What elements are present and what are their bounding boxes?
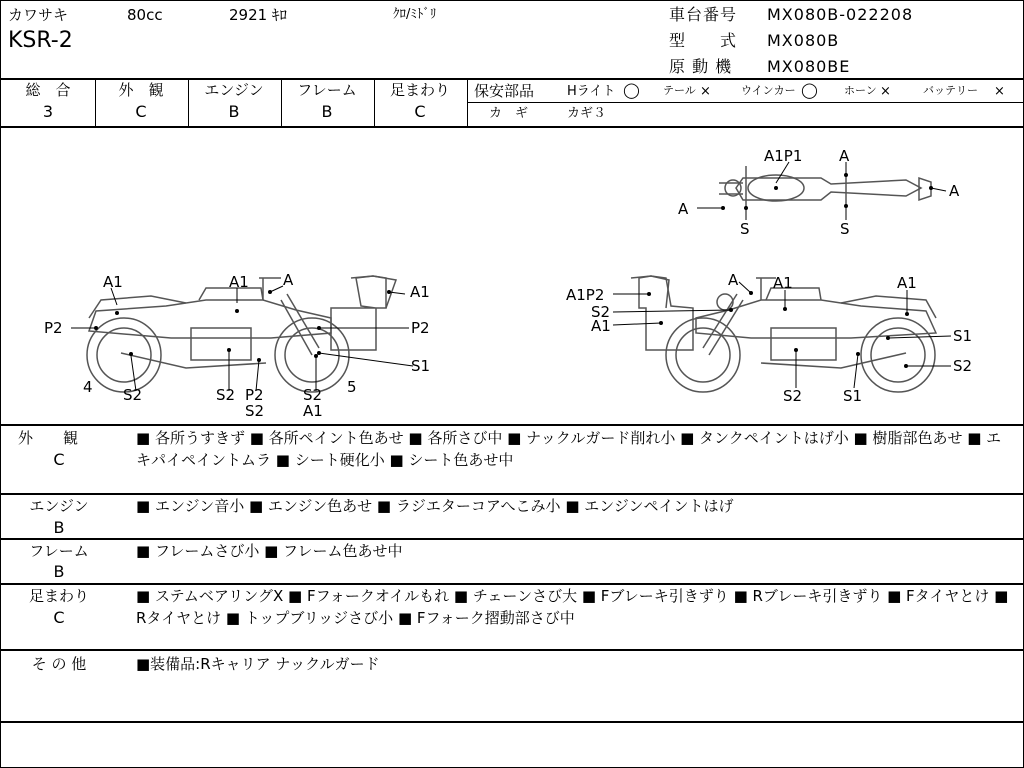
damage-label: S2 — [216, 386, 236, 404]
damage-label: P2 — [44, 319, 63, 337]
top-view-bike-icon — [719, 166, 931, 210]
displacement: 80cc — [127, 6, 163, 24]
engine-model-label: 原 動 機 — [669, 57, 733, 76]
damage-label: A1 — [897, 274, 917, 292]
type-label: 型 式 — [669, 31, 738, 50]
color: ｸﾛ/ﾐﾄﾞﾘ — [393, 7, 437, 22]
frame-number-label: 車台番号 — [669, 5, 738, 24]
safety-item-mark: × — [994, 84, 1005, 99]
exterior-section-label: 外 観 — [17, 429, 78, 447]
safety-item-mark: ◯ — [623, 81, 640, 99]
damage-label: S2 — [591, 303, 611, 321]
damage-label: A1 — [103, 273, 123, 291]
frame-grade: B — [321, 102, 333, 121]
frame-section-grade: B — [53, 562, 65, 581]
damage-label: A1 — [410, 283, 430, 301]
motorcycle-diagram — [1, 128, 1024, 424]
suspension-grade: C — [414, 102, 426, 121]
exterior-section-grade: C — [53, 450, 65, 469]
frame-number: MX080B-022208 — [767, 5, 914, 24]
exterior-notes: ■ 各所うすきず ■ 各所ペイント色あせ ■ 各所さび中 ■ ナックルガード削れ小 ■ タンクペイントはげ小 ■ 樹脂部色あせ ■ エキパイペイントムラ ■ シート硬化小 ■ シート色あせ中 — [136, 429, 1002, 469]
damage-label: A — [283, 271, 294, 289]
damage-label: A1P2 — [566, 286, 605, 304]
damage-label: S — [740, 220, 750, 238]
key-value: カギ３ — [567, 106, 607, 121]
damage-label: S2 — [123, 386, 143, 404]
damage-label: A1P1 — [764, 147, 803, 165]
damage-label: S2 — [245, 402, 265, 420]
divider — [468, 102, 1024, 103]
divider — [1, 721, 1024, 723]
overall-label: 総 合 — [25, 81, 71, 99]
damage-label: A — [678, 200, 689, 218]
right-side-bike-icon — [631, 276, 936, 392]
damage-label: P2 — [411, 319, 430, 337]
divider — [1, 649, 1024, 651]
frame-label: フレーム — [297, 81, 357, 99]
damage-label: A1 — [229, 273, 249, 291]
other-notes: ■装備品:Rキャリア ナックルガード — [136, 655, 380, 673]
damage-label: S2 — [303, 386, 323, 404]
frame-section-label: フレーム — [29, 542, 89, 560]
damage-label: A1 — [773, 274, 793, 292]
engine-label: エンジン — [204, 81, 264, 99]
engine-model: MX080BE — [767, 57, 851, 76]
engine-notes: ■ エンジン音小 ■ エンジン色あせ ■ ラジエターコアへこみ小 ■ エンジンペイントはげ — [136, 497, 734, 515]
overall-grade: 3 — [42, 102, 54, 121]
suspension-label: 足まわり — [389, 81, 450, 99]
engine-grade: B — [228, 102, 240, 121]
divider — [1, 424, 1024, 426]
damage-label: A — [949, 182, 960, 200]
divider — [1, 78, 1024, 80]
safety-item-name: Hライト — [567, 84, 616, 99]
damage-label: A1 — [303, 402, 323, 420]
safety-item-mark: × — [880, 84, 891, 99]
engine-section-label: エンジン — [29, 497, 89, 515]
type-value: MX080B — [767, 31, 840, 50]
damage-label: P2 — [245, 386, 264, 404]
safety-parts-label: 保安部品 — [474, 82, 535, 100]
damage-label: S1 — [843, 387, 863, 405]
mileage: 2921 ｷﾛ — [229, 6, 287, 24]
damage-label: A — [839, 147, 850, 165]
safety-item-name: バッテリー — [923, 84, 978, 97]
exterior-label: 外 観 — [118, 81, 164, 99]
damage-label: 4 — [83, 378, 93, 396]
safety-item-name: ウインカー — [741, 84, 796, 97]
maker: カワサキ — [8, 6, 69, 24]
damage-label: A1 — [591, 317, 611, 335]
damage-label: S2 — [953, 357, 973, 375]
damage-label: A — [728, 271, 739, 289]
damage-label: S — [840, 220, 850, 238]
suspension-section-grade: C — [53, 608, 65, 627]
safety-item-name: ホーン — [844, 84, 877, 97]
other-section-label: そ の 他 — [31, 655, 87, 673]
damage-label: S1 — [953, 327, 973, 345]
frame-notes: ■ フレームさび小 ■ フレーム色あせ中 — [136, 542, 403, 560]
model-name: KSR-2 — [8, 28, 73, 53]
engine-section-grade: B — [53, 518, 65, 537]
damage-label: S1 — [411, 357, 431, 375]
suspension-notes: ■ ステムベアリングX ■ Fフォークオイルもれ ■ チェーンさび大 ■ Fブレーキ引きずり ■ Rブレーキ引きずり ■ Fタイヤとけ ■ Rタイヤとけ ■ トップブリッジさび小 ■ Fフォーク摺動部さび中 — [136, 587, 1009, 627]
safety-item-name: テール — [663, 84, 696, 97]
suspension-section-label: 足まわり — [28, 587, 89, 605]
safety-item-mark: ◯ — [801, 81, 818, 99]
exterior-grade: C — [135, 102, 147, 121]
damage-label: S2 — [783, 387, 803, 405]
safety-item-mark: × — [700, 84, 711, 99]
key-label: カ ギ — [489, 106, 529, 121]
damage-label: 5 — [347, 378, 357, 396]
